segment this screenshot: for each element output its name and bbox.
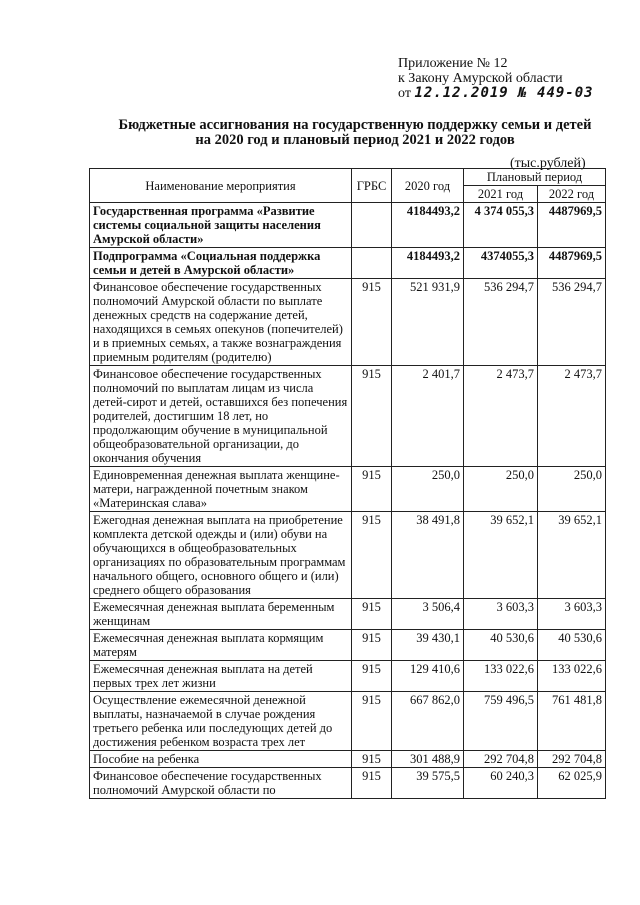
row-2021-cell: 4 374 055,3 — [464, 203, 538, 248]
row-grbs-cell: 915 — [352, 366, 392, 467]
col-header-plan-period: Плановый период — [464, 169, 606, 186]
row-2022-cell: 40 530,6 — [538, 630, 606, 661]
row-grbs-cell: 915 — [352, 661, 392, 692]
table-row — [90, 366, 606, 467]
budget-table — [89, 168, 606, 799]
row-name-cell: Финансовое обеспечение государственных полномочий Амурской области по — [90, 768, 352, 799]
table-row — [90, 661, 606, 692]
row-2020-cell: 4184493,2 — [392, 248, 464, 279]
row-2022-cell: 292 704,8 — [538, 751, 606, 768]
row-grbs-cell: 915 — [352, 467, 392, 512]
law-date-line — [398, 86, 594, 101]
row-2020-cell: 3 506,4 — [392, 599, 464, 630]
date-prefix: от — [398, 86, 411, 101]
table-row — [90, 692, 606, 751]
col-header-2021: 2021 год — [464, 186, 538, 203]
row-2020-cell: 521 931,9 — [392, 279, 464, 366]
row-2020-cell: 667 862,0 — [392, 692, 464, 751]
row-2021-cell: 133 022,6 — [464, 661, 538, 692]
row-grbs-cell: 915 — [352, 599, 392, 630]
row-grbs-cell: 915 — [352, 630, 392, 661]
row-2020-cell: 39 575,5 — [392, 768, 464, 799]
units-label: (тыс.рублей) — [510, 156, 586, 171]
appendix-header — [398, 56, 594, 101]
row-2022-cell: 4487969,5 — [538, 203, 606, 248]
row-2022-cell: 133 022,6 — [538, 661, 606, 692]
table-header-row — [90, 169, 606, 186]
table-row — [90, 630, 606, 661]
table-row — [90, 751, 606, 768]
row-grbs-cell — [352, 203, 392, 248]
table-row — [90, 203, 606, 248]
table-body — [90, 203, 606, 799]
table-row — [90, 599, 606, 630]
row-2021-cell: 250,0 — [464, 467, 538, 512]
law-reference: к Закону Амурской области — [398, 71, 563, 86]
table-row — [90, 768, 606, 799]
row-2020-cell: 301 488,9 — [392, 751, 464, 768]
row-2020-cell: 2 401,7 — [392, 366, 464, 467]
row-2022-cell: 250,0 — [538, 467, 606, 512]
row-2021-cell: 3 603,3 — [464, 599, 538, 630]
row-name-cell: Финансовое обеспечение государственных полномочий Амурской области по выплате денежных средств на содержание детей, находящихся в семьях опекунов (попечителей) и в приемных семьях, а также вознаграждения приемным родителям (родителю) — [90, 279, 352, 366]
row-2022-cell: 761 481,8 — [538, 692, 606, 751]
table-row — [90, 279, 606, 366]
row-2021-cell: 536 294,7 — [464, 279, 538, 366]
table-row — [90, 512, 606, 599]
col-header-2022: 2022 год — [538, 186, 606, 203]
row-name-cell: Ежемесячная денежная выплата кормящим матерям — [90, 630, 352, 661]
document-title: Бюджетные ассигнования на государственную поддержку семьи и детей на 2020 год и плановый период 2021 и 2022 годов — [118, 117, 592, 148]
col-header-grbs: ГРБС — [352, 169, 392, 203]
row-2021-cell: 759 496,5 — [464, 692, 538, 751]
row-2022-cell: 39 652,1 — [538, 512, 606, 599]
row-2022-cell: 62 025,9 — [538, 768, 606, 799]
row-name-cell: Единовременная денежная выплата женщине-матери, награжденной почетным знаком «Материнская слава» — [90, 467, 352, 512]
row-2022-cell: 536 294,7 — [538, 279, 606, 366]
row-grbs-cell: 915 — [352, 768, 392, 799]
row-grbs-cell: 915 — [352, 279, 392, 366]
row-grbs-cell: 915 — [352, 751, 392, 768]
row-grbs-cell: 915 — [352, 512, 392, 599]
row-grbs-cell — [352, 248, 392, 279]
row-2022-cell: 3 603,3 — [538, 599, 606, 630]
row-name-cell: Финансовое обеспечение государственных полномочий по выплатам лицам из числа детей-сирот и детей, оставшихся без попечения родителей, достигшим 18 лет, но продолжающим обучение в муниципальной общеобразовательной организации, до окончания обучения — [90, 366, 352, 467]
row-grbs-cell: 915 — [352, 692, 392, 751]
row-2020-cell: 129 410,6 — [392, 661, 464, 692]
row-2020-cell: 4184493,2 — [392, 203, 464, 248]
row-2021-cell: 40 530,6 — [464, 630, 538, 661]
row-name-cell: Ежегодная денежная выплата на приобретение комплекта детской одежды и (или) обуви на обучающихся в общеобразовательных организациях по образовательным программам начального общего, основного общего и (или) среднего общего образования — [90, 512, 352, 599]
row-name-cell: Государственная программа «Развитие системы социальной защиты населения Амурской области» — [90, 203, 352, 248]
row-2020-cell: 38 491,8 — [392, 512, 464, 599]
row-2021-cell: 292 704,8 — [464, 751, 538, 768]
row-name-cell: Подпрограмма «Социальная поддержка семьи и детей в Амурской области» — [90, 248, 352, 279]
row-2021-cell: 39 652,1 — [464, 512, 538, 599]
row-2020-cell: 250,0 — [392, 467, 464, 512]
col-header-name: Наименование мероприятия — [90, 169, 352, 203]
row-2022-cell: 2 473,7 — [538, 366, 606, 467]
appendix-number: Приложение № 12 — [398, 56, 508, 71]
row-name-cell: Ежемесячная денежная выплата на детей первых трех лет жизни — [90, 661, 352, 692]
row-name-cell: Ежемесячная денежная выплата беременным женщинам — [90, 599, 352, 630]
row-2021-cell: 4374055,3 — [464, 248, 538, 279]
col-header-2020: 2020 год — [392, 169, 464, 203]
table-row — [90, 467, 606, 512]
row-name-cell: Пособие на ребенка — [90, 751, 352, 768]
row-2020-cell: 39 430,1 — [392, 630, 464, 661]
row-2021-cell: 60 240,3 — [464, 768, 538, 799]
row-name-cell: Осуществление ежемесячной денежной выплаты, назначаемой в случае рождения третьего ребенка или последующих детей до достижения ребенком возраста трех лет — [90, 692, 352, 751]
handwritten-date-number: 12.12.2019 № 449-03 — [414, 85, 594, 101]
row-2022-cell: 4487969,5 — [538, 248, 606, 279]
table-row — [90, 248, 606, 279]
row-2021-cell: 2 473,7 — [464, 366, 538, 467]
